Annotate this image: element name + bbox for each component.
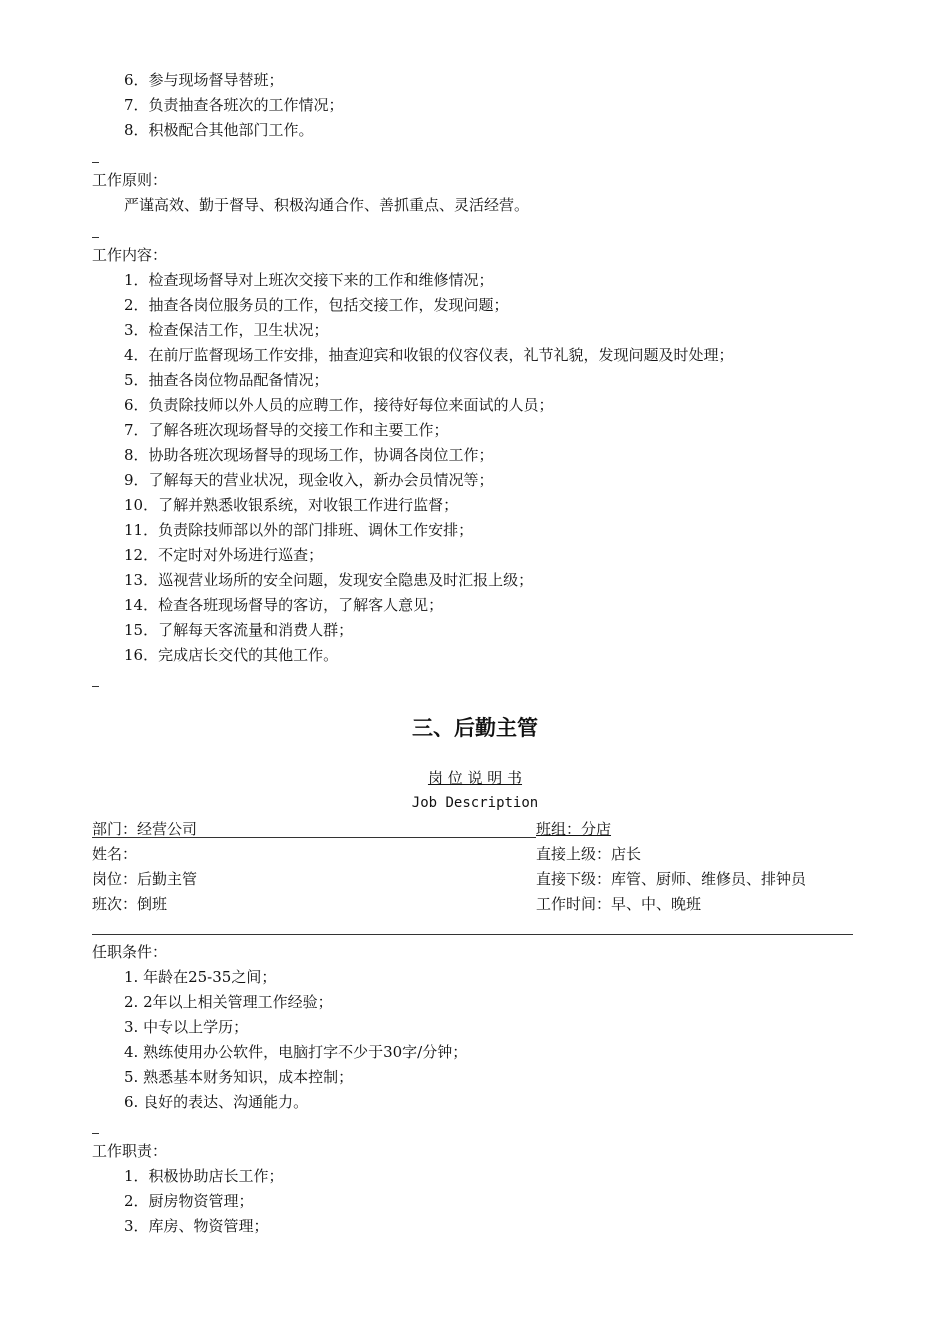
requirements-list bbox=[124, 967, 467, 1117]
list-item: 7．负责抽查各班次的工作情况； bbox=[124, 96, 344, 114]
list-item: 15．了解每天客流量和消费人群； bbox=[124, 621, 354, 639]
list-item: 3．检查保洁工作，卫生状况； bbox=[124, 321, 329, 339]
list-item: 5. 熟悉基本财务知识，成本控制； bbox=[124, 1068, 354, 1086]
paragraph-mark bbox=[92, 686, 99, 687]
group-field: 班组：分店 bbox=[536, 820, 612, 838]
list-item: 14．检查各班现场督导的客访，了解客人意见； bbox=[124, 596, 444, 614]
shift-field: 班次：倒班 bbox=[92, 895, 168, 913]
doc-title: 岗 位 说 明 书 bbox=[427, 769, 523, 787]
doc-subtitle: Job Description bbox=[411, 795, 539, 811]
list-item: 6．负责除技师以外人员的应聘工作，接待好每位来面试的人员； bbox=[124, 396, 554, 414]
list-item: 4．在前厅监督现场工作安排，抽查迎宾和收银的仪容仪表，礼节礼貌，发现问题及时处理； bbox=[124, 346, 734, 364]
info-row-shift bbox=[92, 893, 852, 913]
dept-field: 部门：经营公司 bbox=[92, 818, 536, 838]
duties-list bbox=[124, 1166, 284, 1241]
list-item: 2．厨房物资管理； bbox=[124, 1192, 254, 1210]
list-item: 1．检查现场督导对上班次交接下来的工作和维修情况； bbox=[124, 271, 494, 289]
requirements-heading: 任职条件： bbox=[92, 943, 168, 961]
list-item: 1. 年龄在25-35之间； bbox=[124, 968, 277, 986]
content-heading: 工作内容： bbox=[92, 246, 168, 264]
name-field: 姓名： bbox=[92, 845, 138, 863]
list-item: 12．不定时对外场进行巡查； bbox=[124, 546, 324, 564]
list-item: 1．积极协助店长工作； bbox=[124, 1167, 284, 1185]
principles-text: 严谨高效、勤于督导、积极沟通合作、善抓重点、灵活经营。 bbox=[124, 196, 530, 214]
divider bbox=[92, 934, 853, 935]
subordinates-field: 直接下级：库管、厨师、维修员、排钟员 bbox=[536, 870, 807, 888]
list-item: 9．了解每天的营业状况，现金收入，新办会员情况等； bbox=[124, 471, 494, 489]
work-time-field: 工作时间：早、中、晚班 bbox=[536, 895, 702, 913]
list-item: 6．参与现场督导替班； bbox=[124, 71, 284, 89]
info-row-name bbox=[92, 843, 852, 863]
info-row-dept bbox=[92, 818, 852, 838]
list-item: 16．完成店长交代的其他工作。 bbox=[124, 646, 339, 664]
list-item: 7．了解各班次现场督导的交接工作和主要工作； bbox=[124, 421, 449, 439]
list-item: 13．巡视营业场所的安全问题，发现安全隐患及时汇报上级； bbox=[124, 571, 534, 589]
paragraph-mark bbox=[92, 237, 99, 238]
paragraph-mark bbox=[92, 1133, 99, 1134]
position-field: 岗位：后勤主管 bbox=[92, 870, 198, 888]
duties-heading: 工作职责： bbox=[92, 1142, 168, 1160]
content-list bbox=[124, 270, 734, 670]
list-item: 3．库房、物资管理； bbox=[124, 1217, 269, 1235]
list-item: 10．了解并熟悉收银系统，对收银工作进行监督； bbox=[124, 496, 459, 514]
list-item: 8．协助各班次现场督导的现场工作，协调各岗位工作； bbox=[124, 446, 494, 464]
paragraph-mark bbox=[92, 162, 99, 163]
list-item: 8．积极配合其他部门工作。 bbox=[124, 121, 314, 139]
info-row-position bbox=[92, 868, 852, 888]
list-item: 3. 中专以上学历； bbox=[124, 1018, 249, 1036]
section-title: 三、后勤主管 bbox=[412, 716, 538, 740]
list-item: 2．抽查各岗位服务员的工作，包括交接工作，发现问题； bbox=[124, 296, 509, 314]
list-item: 2. 2年以上相关管理工作经验； bbox=[124, 993, 333, 1011]
list-item: 6. 良好的表达、沟通能力。 bbox=[124, 1093, 309, 1111]
list-item: 5．抽查各岗位物品配备情况； bbox=[124, 371, 329, 389]
list-item: 11．负责除技师部以外的部门排班、调休工作安排； bbox=[124, 521, 474, 539]
supervisor-field: 直接上级：店长 bbox=[536, 845, 642, 863]
principles-heading: 工作原则： bbox=[92, 171, 168, 189]
previous-duties-list bbox=[124, 70, 344, 145]
list-item: 4. 熟练使用办公软件，电脑打字不少于30字/分钟； bbox=[124, 1043, 468, 1061]
